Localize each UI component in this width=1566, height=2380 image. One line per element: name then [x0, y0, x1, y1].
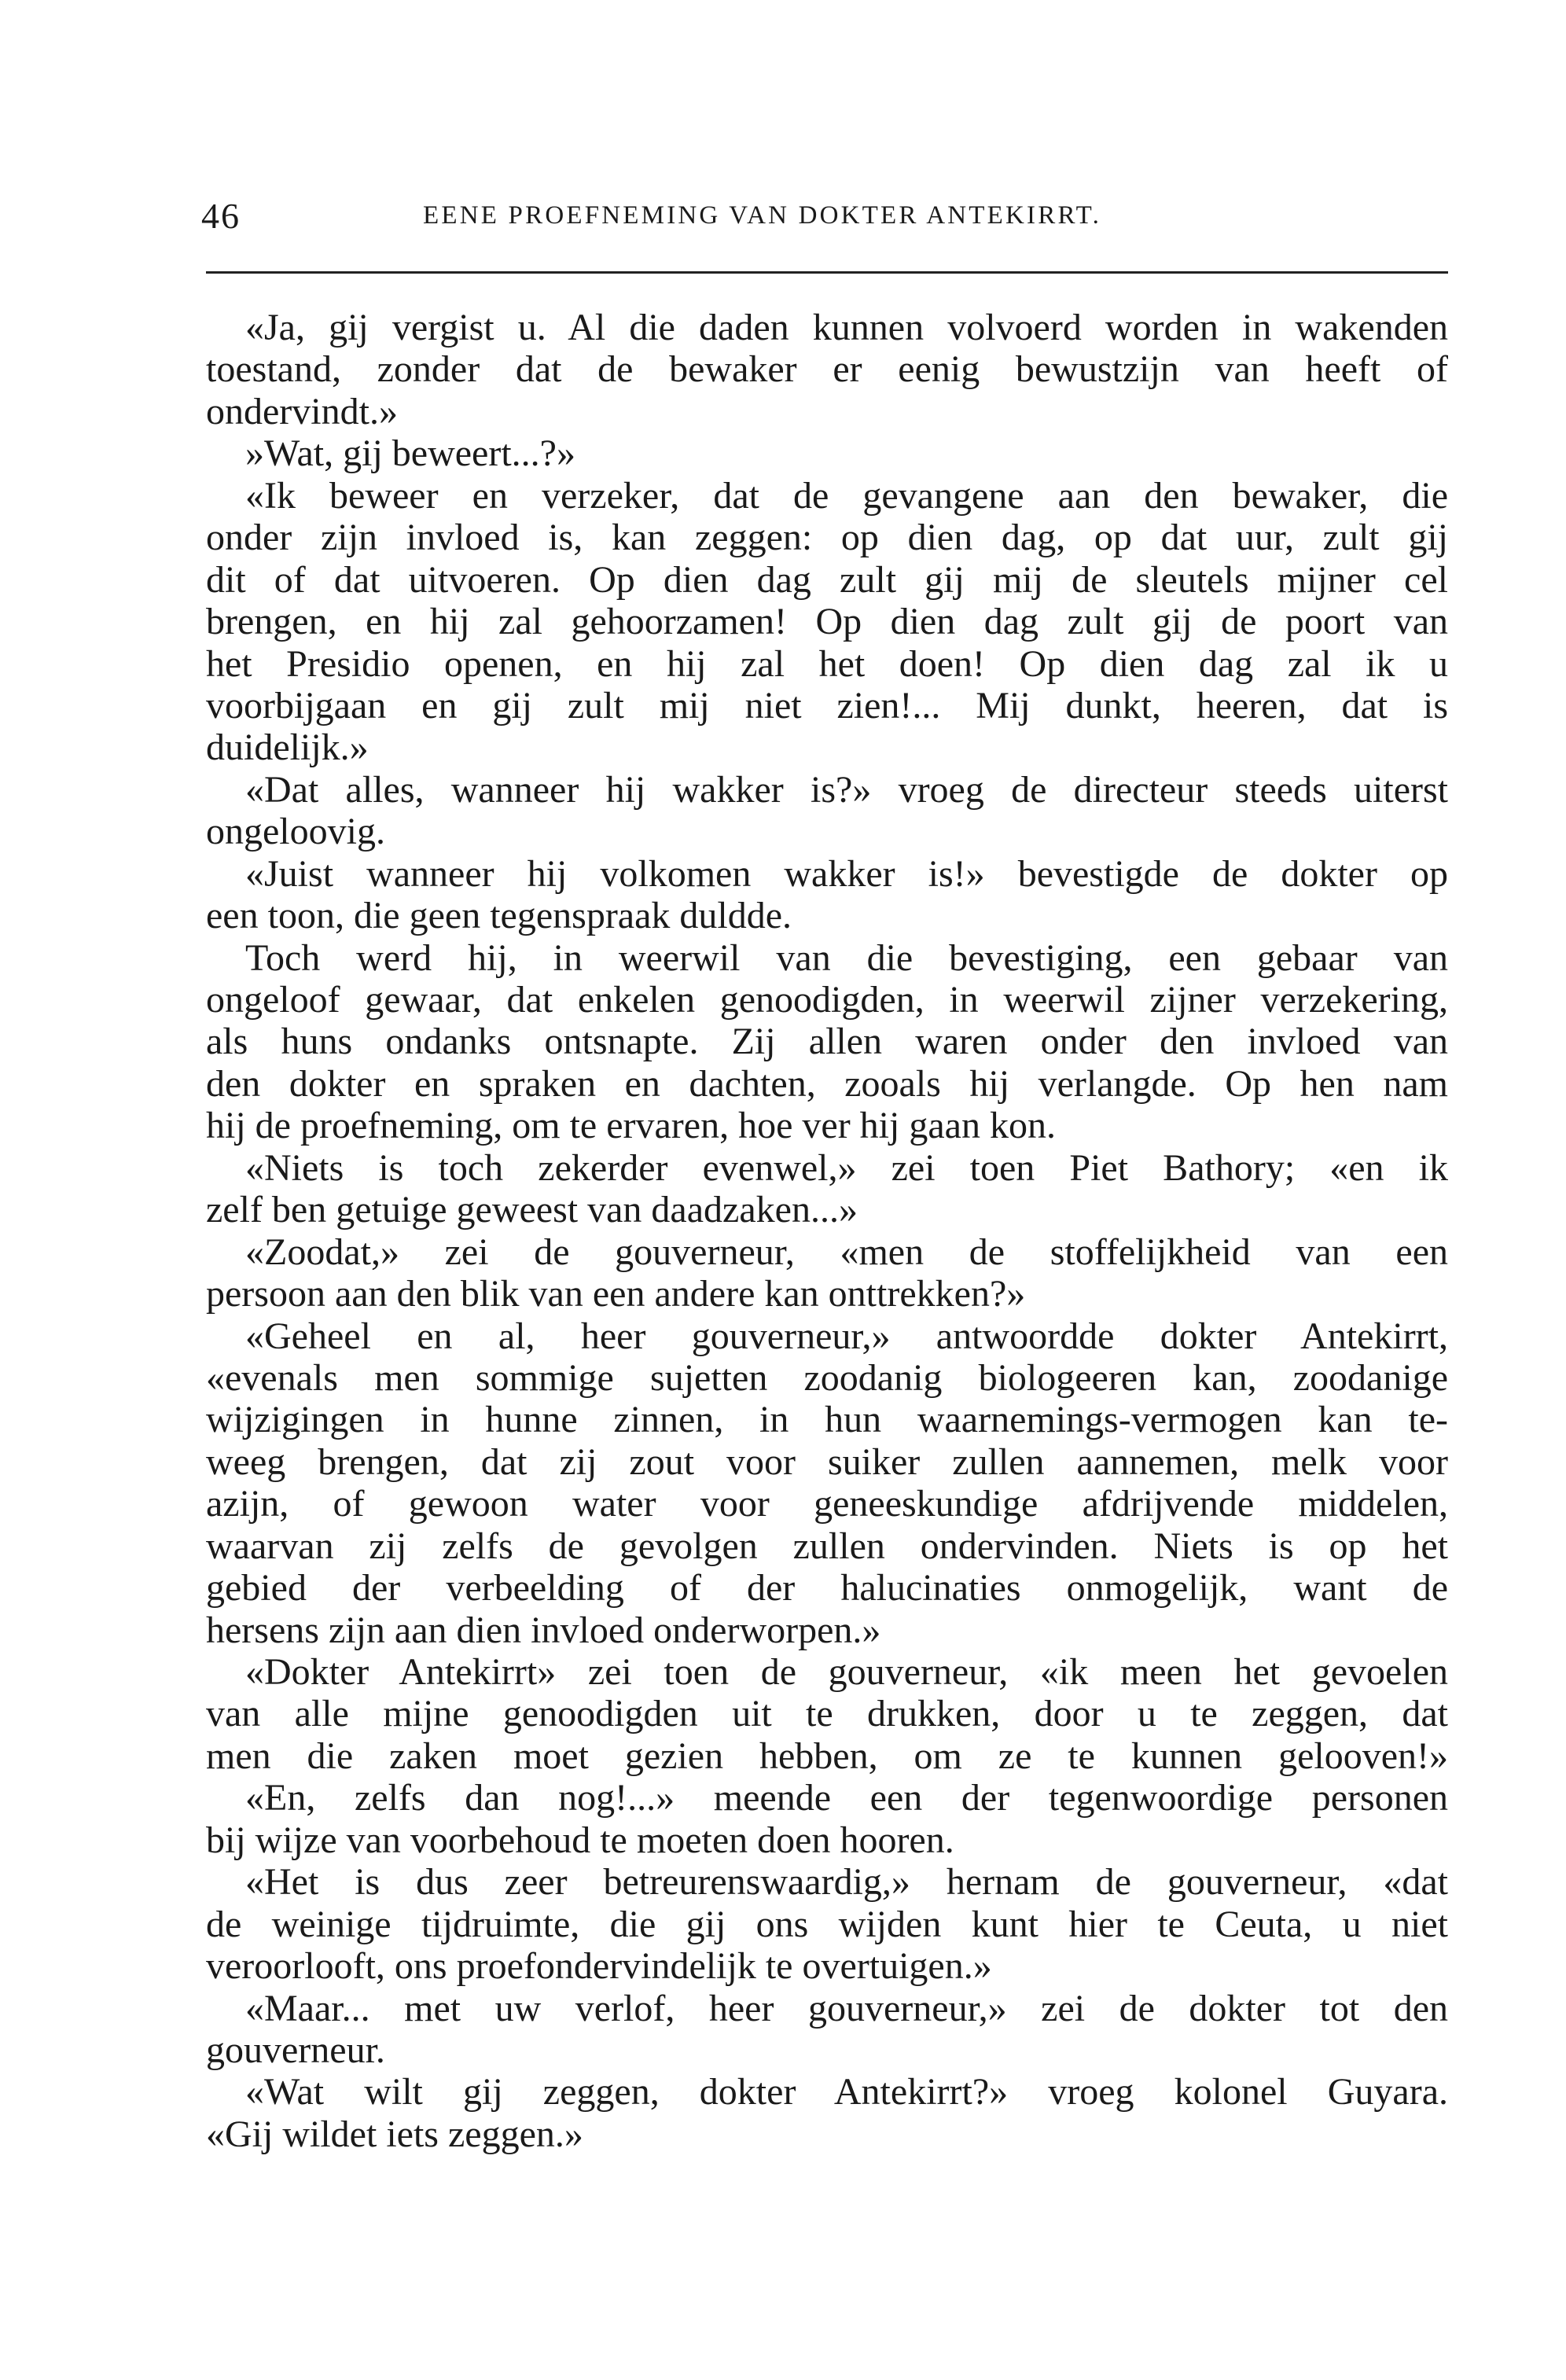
text-line: waarvan zij zelfs de gevolgen zullen ondervinden. Niets is op het [206, 1525, 1448, 1567]
text-line: ondervindt.» [206, 390, 398, 432]
text-line: Toch werd hij, in weerwil van die bevestiging, een gebaar van [245, 936, 1448, 979]
text-line: een toon, die geen tegenspraak duldde. [206, 895, 792, 937]
text-line: «Zoodat,» zei de gouverneur, «men de stoffelijkheid van een [245, 1230, 1448, 1273]
text-line: brengen, en hij zal gehoorzamen! Op dien dag zult gij de poort van [206, 601, 1448, 643]
text-line: hersens zijn aan dien invloed onderworpen.» [206, 1609, 881, 1651]
text-line: «Dokter Antekirrt» zei toen de gouverneur, «ik meen het gevoelen [245, 1651, 1448, 1693]
text-line: gouverneur. [206, 2029, 385, 2071]
text-line: «evenals men sommige sujetten zoodanig biologeeren kan, zoodanige [206, 1356, 1448, 1399]
text-line: wijzigingen in hunne zinnen, in hun waarnemings-vermogen kan te- [206, 1399, 1448, 1441]
text-line: het Presidio openen, en hij zal het doen! Op dien dag zal ik u [206, 642, 1448, 685]
text-line: azijn, of gewoon water voor geneeskundige afdrijvende middelen, [206, 1483, 1448, 1525]
text-line: zelf ben getuige geweest van daadzaken...» [206, 1189, 858, 1231]
text-line: «Het is dus zeer betreurenswaardig,» hernam de gouverneur, «dat [245, 1861, 1448, 1904]
text-line: «Ik beweer en verzeker, dat de gevangene aan den bewaker, die [245, 474, 1448, 517]
text-line: «Gij wildet iets zeggen.» [206, 2113, 583, 2155]
text-line: duidelijk.» [206, 727, 369, 769]
text-line: ongeloof gewaar, dat enkelen genoodigden, in weerwil zijner verzekering, [206, 979, 1448, 1021]
page-number: 46 [201, 196, 241, 236]
text-line: bij wijze van voorbehoud te moeten doen hooren. [206, 1819, 954, 1861]
text-line: «Wat wilt gij zeggen, dokter Antekirrt?» vroeg kolonel Guyara. [245, 2071, 1448, 2113]
text-line: men die zaken moet gezien hebben, om ze te kunnen gelooven!» [206, 1734, 1448, 1777]
text-line: persoon aan den blik van een andere kan onttrekken?» [206, 1273, 1026, 1315]
text-line: toestand, zonder dat de bewaker er eenig bewustzijn van heeft of [206, 348, 1448, 391]
running-title: EENE PROEFNEMING VAN DOKTER ANTEKIRRT. [423, 201, 1102, 230]
text-line: weeg brengen, dat zij zout voor suiker zullen aannemen, melk voor [206, 1440, 1448, 1483]
text-line: ongeloovig. [206, 811, 385, 853]
text-line: «Juist wanneer hij volkomen wakker is!» bevestigde de dokter op [245, 852, 1448, 895]
text-line: «Niets is toch zekerder evenwel,» zei toen Piet Bathory; «en ik [245, 1146, 1448, 1189]
text-line: «Dat alles, wanneer hij wakker is?» vroeg de directeur steeds uiterst [245, 768, 1448, 811]
text-line: «Ja, gij vergist u. Al die daden kunnen volvoerd worden in wakenden [245, 307, 1448, 348]
text-line: «Geheel en al, heer gouverneur,» antwoordde dokter Antekirrt, [245, 1315, 1448, 1357]
text-line: hij de proefneming, om te ervaren, hoe ver hij gaan kon. [206, 1105, 1056, 1147]
text-line: als huns ondanks ontsnapte. Zij allen waren onder den invloed van [206, 1021, 1448, 1063]
text-line: de weinige tijdruimte, die gij ons wijden kunt hier te Ceuta, u niet [206, 1903, 1448, 1945]
body-text [206, 307, 1448, 2155]
text-line: den dokter en spraken en dachten, zooals hij verlangde. Op hen nam [206, 1062, 1448, 1105]
text-line: gebied der verbeelding of der halucinaties onmogelijk, want de [206, 1567, 1448, 1609]
text-line: »Wat, gij beweert...?» [245, 432, 575, 475]
text-line: dit of dat uitvoeren. Op dien dag zult gij mij de sleutels mijner cel [206, 558, 1448, 601]
text-line: «En, zelfs dan nog!...» meende een der tegenwoordige personen [245, 1777, 1448, 1819]
text-line: van alle mijne genoodigden uit te drukken, door u te zeggen, dat [206, 1693, 1448, 1735]
text-line: veroorlooft, ons proefondervindelijk te overtuigen.» [206, 1945, 992, 1988]
header-rule [206, 271, 1448, 274]
text-line: voorbijgaan en gij zult mij niet zien!... Mij dunkt, heeren, dat is [206, 684, 1448, 727]
text-line: onder zijn invloed is, kan zeggen: op dien dag, op dat uur, zult gij [206, 517, 1448, 559]
text-line: «Maar... met uw verlof, heer gouverneur,» zei de dokter tot den [245, 1987, 1448, 2029]
